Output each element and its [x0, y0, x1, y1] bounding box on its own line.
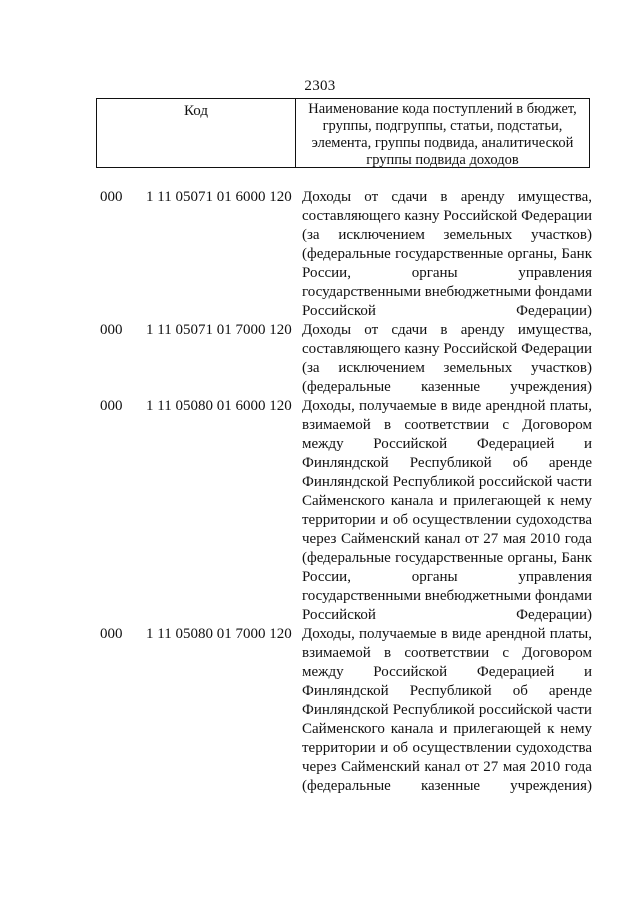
budget-classification-code: 1 11 05080 01 7000 120 — [146, 626, 292, 642]
admin-code: 000 — [100, 322, 123, 338]
description-line: между Российской Федерацией и — [302, 436, 592, 452]
description-line: (за исключением земельных участков) — [302, 360, 592, 376]
header-name-line: группы, подгруппы, статьи, подстатьи, — [322, 118, 563, 134]
description-line: (за исключением земельных участков) — [302, 227, 592, 243]
description-line: (федеральные государственные органы, Банк — [302, 550, 592, 566]
budget-classification-code: 1 11 05080 01 6000 120 — [146, 398, 292, 414]
admin-code: 000 — [100, 626, 123, 642]
description-line: Сайменского канала и прилегающей к нему — [302, 721, 592, 737]
description-line: (федеральные казенные учреждения) — [302, 778, 592, 794]
description-line: Финляндской Республикой об аренде — [302, 683, 592, 699]
description-line: взимаемой в соответствии с Договором — [302, 417, 592, 433]
description-line: Российской Федерации) — [302, 607, 592, 623]
admin-code: 000 — [100, 398, 123, 414]
description-line: между Российской Федерацией и — [302, 664, 592, 680]
description-line: Финляндской Республикой российской части — [302, 702, 592, 718]
budget-classification-code: 1 11 05071 01 6000 120 — [146, 189, 292, 205]
income-code-row — [100, 397, 592, 625]
income-description — [302, 321, 592, 397]
description-line: составляющего казну Российской Федерации — [302, 341, 592, 357]
description-line: Российской Федерации) — [302, 303, 592, 319]
description-line: (федеральные государственные органы, Банк — [302, 246, 592, 262]
header-name-line: элемента, группы подвида, аналитической — [311, 135, 574, 151]
header-code-cell: Код — [97, 99, 296, 167]
description-line: России, органы управления — [302, 569, 592, 585]
description-line: Доходы от сдачи в аренду имущества, — [302, 322, 592, 338]
income-code-row — [100, 188, 592, 321]
description-line: (федеральные казенные учреждения) — [302, 379, 592, 395]
header-table — [96, 98, 590, 168]
income-description — [302, 397, 592, 625]
description-line: государственными внебюджетными фондами — [302, 284, 592, 300]
description-line: государственными внебюджетными фондами — [302, 588, 592, 604]
description-line: через Сайменский канал от 27 мая 2010 года — [302, 759, 592, 775]
header-name-line: группы подвида доходов — [366, 152, 519, 168]
description-line: через Сайменский канал от 27 мая 2010 года — [302, 531, 592, 547]
description-line: территории и об осуществлении судоходства — [302, 740, 592, 756]
description-line: составляющего казну Российской Федерации — [302, 208, 592, 224]
description-line: Доходы, получаемые в виде арендной платы, — [302, 398, 592, 414]
description-line: Доходы от сдачи в аренду имущества, — [302, 189, 592, 205]
income-description — [302, 625, 592, 796]
description-line: территории и об осуществлении судоходства — [302, 512, 592, 528]
description-line: России, органы управления — [302, 265, 592, 281]
income-code-row — [100, 625, 592, 796]
description-line: Доходы, получаемые в виде арендной платы, — [302, 626, 592, 642]
description-line: Финляндской Республикой об аренде — [302, 455, 592, 471]
page-number: 2303 — [304, 78, 336, 94]
income-codes-list — [100, 188, 592, 796]
description-line: взимаемой в соответствии с Договором — [302, 645, 592, 661]
income-description — [302, 188, 592, 321]
description-line: Финляндской Республикой российской части — [302, 474, 592, 490]
budget-classification-code: 1 11 05071 01 7000 120 — [146, 322, 292, 338]
header-name-cell — [296, 99, 589, 167]
header-name-line: Наименование кода поступлений в бюджет, — [308, 101, 577, 117]
admin-code: 000 — [100, 189, 123, 205]
description-line: Сайменского канала и прилегающей к нему — [302, 493, 592, 509]
income-code-row — [100, 321, 592, 397]
